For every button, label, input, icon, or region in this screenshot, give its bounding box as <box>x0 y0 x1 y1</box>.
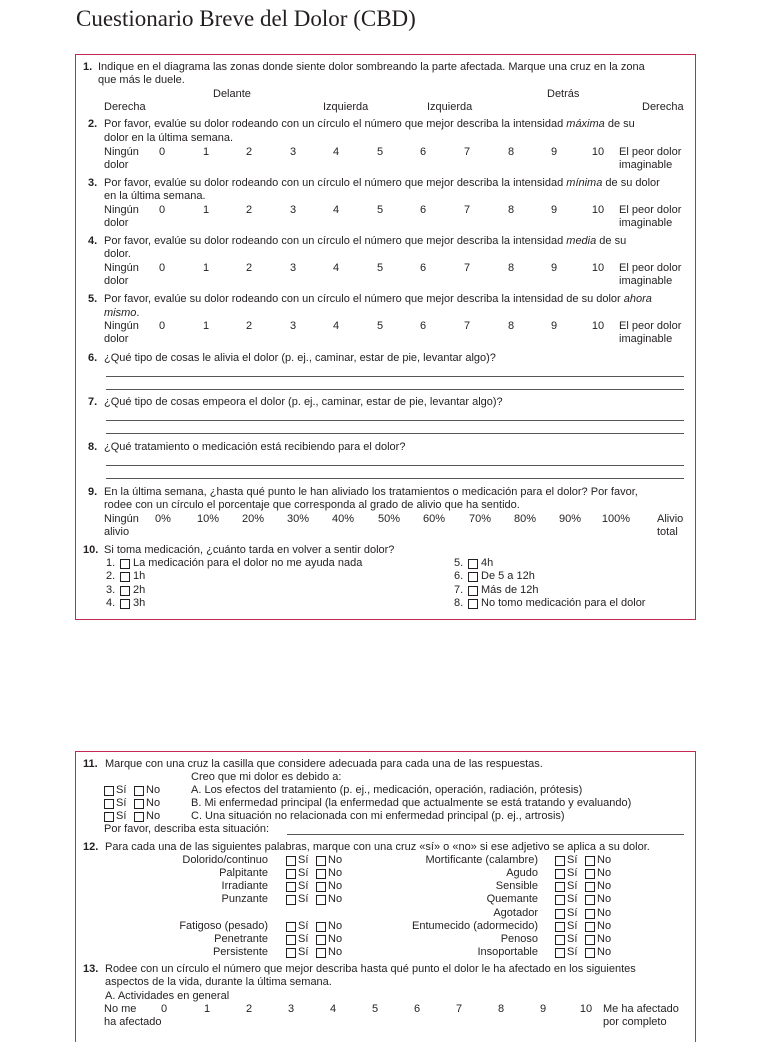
q10-option-8-number: 8. <box>454 597 464 609</box>
q12-left-0-si-label: Sí <box>298 854 309 866</box>
q2-scale-6: 6 <box>419 146 427 158</box>
q2-text2: dolor en la última semana. <box>104 132 234 144</box>
q3-scale-right: El peor dolor <box>619 204 682 216</box>
q12-left-2-si-checkbox[interactable] <box>286 882 296 892</box>
q9-percent-7: 70% <box>468 513 492 525</box>
q4-scale-0: 0 <box>158 262 166 274</box>
q12-right-0-si-checkbox[interactable] <box>555 856 565 866</box>
q12-right-2-si-checkbox[interactable] <box>555 882 565 892</box>
q5-text2-part: mismo <box>104 307 137 319</box>
q12-left-word-1: Palpitante <box>219 867 268 879</box>
q3-scale-4: 4 <box>332 204 340 216</box>
q11-item-0-text: A. Los efectos del tratamiento (p. ej., medicación, operación, radiación, prótesis) <box>191 784 583 796</box>
q13-scale-8: 8 <box>497 1003 505 1015</box>
q4-scale-right: El peor dolor <box>619 262 682 274</box>
q10-option-1-number: 1. <box>106 557 116 569</box>
q9-percent-0: 0% <box>155 513 171 525</box>
q7-answer-line-1[interactable] <box>106 420 684 421</box>
q13-scale-right: Me ha afectado <box>603 1003 679 1015</box>
q12-left-word-2: Irradiante <box>221 880 268 892</box>
q12-left-6-no-checkbox[interactable] <box>316 948 326 958</box>
q12-right-word-4: Agotador <box>493 907 538 919</box>
q5-text-part: ahora <box>623 293 652 305</box>
q12-right-6-no-checkbox[interactable] <box>585 935 595 945</box>
q1-front-label: Delante <box>213 88 251 100</box>
q2-scale-9: 9 <box>550 146 558 158</box>
q12-left-5-si-label: Sí <box>298 933 309 945</box>
q12-left-1-si-checkbox[interactable] <box>286 869 296 879</box>
q13-scale-1: 1 <box>203 1003 211 1015</box>
q10-option-2-number: 2. <box>106 570 116 582</box>
q13-scale-6: 6 <box>413 1003 421 1015</box>
q11-intro: Creo que mi dolor es debido a: <box>191 771 342 783</box>
q3-scale-5: 5 <box>376 204 384 216</box>
q11-number: 11. <box>83 758 98 770</box>
q12-right-7-no-label: No <box>597 946 612 958</box>
q6-answer-line-2[interactable] <box>106 389 684 390</box>
q9-percent-2: 20% <box>241 513 265 525</box>
q4-scale-6: 6 <box>419 262 427 274</box>
q5-scale-2: 2 <box>245 320 253 332</box>
q5-scale-9: 9 <box>550 320 558 332</box>
q12-left-0-si-checkbox[interactable] <box>286 856 296 866</box>
q11-item-2-text: C. Una situación no relacionada con mi enfermedad principal (p. ej., artrosis) <box>191 810 565 822</box>
q7-number: 7. <box>88 396 98 408</box>
q12-text: Para cada una de las siguientes palabras, marque con una cruz «sí» o «no» si ese adjetivo se aplica a su dolor. <box>105 841 650 853</box>
q11-item-1-si-label: Sí <box>116 797 127 809</box>
q12-left-2-no-label: No <box>328 880 343 892</box>
q4-text-part: media <box>566 235 597 247</box>
q12-left-1-no-label: No <box>328 867 343 879</box>
q11-item-1-no-checkbox[interactable] <box>134 799 144 809</box>
q3-scale-6: 6 <box>419 204 427 216</box>
q4-scale-9: 9 <box>550 262 558 274</box>
q1-back-label: Detrás <box>547 88 580 100</box>
q2-scale-10: 10 <box>591 146 605 158</box>
q12-left-3-no-checkbox[interactable] <box>316 895 326 905</box>
q12-right-4-no-label: No <box>597 907 612 919</box>
q1-right-label-2: Derecha <box>642 101 684 113</box>
q12-right-word-5: Entumecido (adormecido) <box>412 920 538 932</box>
q12-left-word-6: Persistente <box>212 946 268 958</box>
q12-right-0-no-label: No <box>597 854 612 866</box>
q11-item-0-si-label: Sí <box>116 784 127 796</box>
q1-text: Indique en el diagrama las zonas donde siente dolor sombreando la parte afectada. Marque una cruz en la zona <box>98 61 645 73</box>
q10-option-4-number: 4. <box>106 597 116 609</box>
q12-right-0-no-checkbox[interactable] <box>585 856 595 866</box>
q5-scale-right: El peor dolor <box>619 320 682 332</box>
q10-option-2-label: 1h <box>133 570 146 582</box>
q12-right-0-si-label: Sí <box>567 854 578 866</box>
q10-option-7-checkbox[interactable] <box>468 586 478 596</box>
q4-scale-4: 4 <box>332 262 340 274</box>
q11-describe-label: Por favor, describa esta situación: <box>104 823 270 835</box>
q10-option-1-checkbox[interactable] <box>120 559 130 569</box>
q5-text <box>104 293 652 306</box>
q5-text-part: Por favor, evalúe su dolor rodeando con un círculo el número que mejor describa la intensidad de su dolor <box>104 293 624 305</box>
q3-scale-1: 1 <box>202 204 210 216</box>
q3-scale-3: 3 <box>289 204 297 216</box>
q4-scale-7: 7 <box>463 262 471 274</box>
q3-scale-9: 9 <box>550 204 558 216</box>
q5-scale-left: Ningún <box>104 320 139 332</box>
q5-scale-left2: dolor <box>104 333 129 345</box>
q3-scale-2: 2 <box>245 204 253 216</box>
q11-describe-line[interactable] <box>287 834 684 835</box>
q11-item-2-no-checkbox[interactable] <box>134 812 144 822</box>
q12-left-2-no-checkbox[interactable] <box>316 882 326 892</box>
q1-number: 1. <box>83 61 93 73</box>
q12-right-word-3: Quemante <box>486 893 538 905</box>
q12-right-3-si-checkbox[interactable] <box>555 895 565 905</box>
q12-left-4-si-label: Sí <box>298 920 309 932</box>
q11-item-2-si-checkbox[interactable] <box>104 812 114 822</box>
q10-option-5-checkbox[interactable] <box>468 559 478 569</box>
q12-left-6-no-label: No <box>328 946 343 958</box>
q3-scale-right2: imaginable <box>619 217 673 229</box>
q2-text-part: Por favor, evalúe su dolor rodeando con un círculo el número que mejor describa la intensidad <box>104 118 567 130</box>
q12-right-2-si-label: Sí <box>567 880 578 892</box>
q13-scale-7: 7 <box>455 1003 463 1015</box>
q12-left-6-si-label: Sí <box>298 946 309 958</box>
q10-option-8-checkbox[interactable] <box>468 599 478 609</box>
q12-right-word-2: Sensible <box>495 880 538 892</box>
q10-option-6-number: 6. <box>454 570 464 582</box>
q2-scale-7: 7 <box>463 146 471 158</box>
q3-scale-8: 8 <box>507 204 515 216</box>
q5-scale-1: 1 <box>202 320 210 332</box>
q4-scale-left: Ningún <box>104 262 139 274</box>
q2-text <box>104 118 635 131</box>
q12-right-word-0: Mortificante (calambre) <box>425 854 538 866</box>
q13-scale-4: 4 <box>329 1003 337 1015</box>
q12-left-3-si-label: Sí <box>298 893 309 905</box>
q5-text2-part: . <box>136 307 140 319</box>
q12-left-4-si-checkbox[interactable] <box>286 922 296 932</box>
q9-scale-left: Ningún <box>104 513 139 525</box>
q5-scale-right2: imaginable <box>619 333 673 345</box>
q5-number: 5. <box>88 293 98 305</box>
q2-scale-2: 2 <box>245 146 253 158</box>
q4-scale-10: 10 <box>591 262 605 274</box>
q2-scale-4: 4 <box>332 146 340 158</box>
q4-text-part: de su <box>596 235 627 247</box>
q12-right-word-6: Penoso <box>500 933 538 945</box>
q4-text-part: Por favor, evalúe su dolor rodeando con un círculo el número que mejor describa la intensidad <box>104 235 567 247</box>
q13-scale-10: 10 <box>579 1003 593 1015</box>
q2-scale-right2: imaginable <box>619 159 673 171</box>
q1-right-label: Derecha <box>104 101 146 113</box>
q5-scale-10: 10 <box>591 320 605 332</box>
q2-scale-8: 8 <box>507 146 515 158</box>
q2-scale-3: 3 <box>289 146 297 158</box>
q12-left-word-5: Penetrante <box>214 933 268 945</box>
q5-scale-5: 5 <box>376 320 384 332</box>
q12-right-7-si-label: Sí <box>567 946 578 958</box>
q12-right-4-si-label: Sí <box>567 907 578 919</box>
q12-right-6-no-label: No <box>597 933 612 945</box>
q12-right-word-1: Agudo <box>506 867 538 879</box>
q12-right-6-si-checkbox[interactable] <box>555 935 565 945</box>
q8-text: ¿Qué tratamiento o medicación está recibiendo para el dolor? <box>104 441 406 453</box>
q10-option-5-label: 4h <box>481 557 494 569</box>
q11-item-2-no-label: No <box>146 810 161 822</box>
q3-number: 3. <box>88 177 98 189</box>
q3-text-part: mínima <box>566 177 603 189</box>
q9-percent-8: 80% <box>513 513 537 525</box>
q12-left-0-no-label: No <box>328 854 343 866</box>
q12-right-3-si-label: Sí <box>567 893 578 905</box>
q13-scale-left: No me <box>104 1003 137 1015</box>
q10-option-5-number: 5. <box>454 557 464 569</box>
q5-scale-0: 0 <box>158 320 166 332</box>
q12-right-6-si-label: Sí <box>567 933 578 945</box>
q12-right-7-si-checkbox[interactable] <box>555 948 565 958</box>
q5-text2 <box>104 307 139 320</box>
q9-number: 9. <box>88 486 98 498</box>
q10-option-3-label: 2h <box>133 584 146 596</box>
q6-number: 6. <box>88 352 98 364</box>
q2-scale-1: 1 <box>202 146 210 158</box>
q12-left-word-4: Fatigoso (pesado) <box>179 920 268 932</box>
q12-right-3-no-checkbox[interactable] <box>585 895 595 905</box>
q13-number: 13. <box>83 963 99 975</box>
q3-scale-left: Ningún <box>104 204 139 216</box>
q8-answer-line-1[interactable] <box>106 465 684 466</box>
q12-right-3-no-label: No <box>597 893 612 905</box>
q11-item-0-no-checkbox[interactable] <box>134 786 144 796</box>
q12-right-5-si-checkbox[interactable] <box>555 922 565 932</box>
q12-right-5-no-label: No <box>597 920 612 932</box>
q6-answer-line-1[interactable] <box>106 376 684 377</box>
q2-number: 2. <box>88 118 98 130</box>
q13-scale-3: 3 <box>287 1003 295 1015</box>
q10-option-6-label: De 5 a 12h <box>481 570 535 582</box>
q12-right-5-si-label: Sí <box>567 920 578 932</box>
q13-scale-5: 5 <box>371 1003 379 1015</box>
q6-text: ¿Qué tipo de cosas le alivia el dolor (p. ej., caminar, estar de pie, levantar algo)? <box>104 352 496 364</box>
q11-item-1-no-label: No <box>146 797 161 809</box>
q13-scale-left2: ha afectado <box>104 1016 162 1028</box>
q3-text-part: Por favor, evalúe su dolor rodeando con un círculo el número que mejor describa la intensidad <box>104 177 567 189</box>
q2-scale-left2: dolor <box>104 159 129 171</box>
q12-left-2-si-label: Sí <box>298 880 309 892</box>
q13-sub-a: A. Actividades en general <box>105 990 230 1002</box>
q13-scale-right2: por completo <box>603 1016 667 1028</box>
q9-percent-5: 50% <box>377 513 401 525</box>
q12-right-1-no-checkbox[interactable] <box>585 869 595 879</box>
q3-text2: en la última semana. <box>104 190 206 202</box>
q9-percent-9: 90% <box>558 513 582 525</box>
q10-option-1-label: La medicación para el dolor no me ayuda nada <box>133 557 363 569</box>
q3-text-part: de su dolor <box>602 177 660 189</box>
q2-text-part: de su <box>604 118 635 130</box>
q9-percent-3: 30% <box>286 513 310 525</box>
q12-left-5-no-label: No <box>328 933 343 945</box>
q10-option-4-checkbox[interactable] <box>120 599 130 609</box>
q9-scale-right: Alivio <box>657 513 684 525</box>
q2-scale-5: 5 <box>376 146 384 158</box>
q10-text: Si toma medicación, ¿cuánto tarda en volver a sentir dolor? <box>104 544 395 556</box>
q8-answer-line-2[interactable] <box>106 478 684 479</box>
q2-scale-left: Ningún <box>104 146 139 158</box>
q3-scale-10: 10 <box>591 204 605 216</box>
q10-option-4-label: 3h <box>133 597 146 609</box>
page-title: Cuestionario Breve del Dolor (CBD) <box>76 6 416 31</box>
q12-right-4-no-checkbox[interactable] <box>585 909 595 919</box>
q12-left-4-no-label: No <box>328 920 343 932</box>
q1-text2: que más le duele. <box>98 74 185 86</box>
q13-text2: aspectos de la vida, durante la última semana. <box>105 976 332 988</box>
q12-right-1-no-label: No <box>597 867 612 879</box>
q12-left-3-si-checkbox[interactable] <box>286 895 296 905</box>
q9-text: En la última semana, ¿hasta qué punto le han aliviado los tratamientos o medicación para el dolor? Por favor, <box>104 486 638 498</box>
q9-percent-1: 10% <box>196 513 220 525</box>
q5-scale-7: 7 <box>463 320 471 332</box>
q12-left-3-no-label: No <box>328 893 343 905</box>
q10-option-2-checkbox[interactable] <box>120 572 130 582</box>
q12-left-word-3: Punzante <box>221 893 268 905</box>
q7-text: ¿Qué tipo de cosas empeora el dolor (p. ej., caminar, estar de pie, levantar algo)? <box>104 396 503 408</box>
q11-item-0-si-checkbox[interactable] <box>104 786 114 796</box>
q12-left-5-no-checkbox[interactable] <box>316 935 326 945</box>
q12-right-1-si-checkbox[interactable] <box>555 869 565 879</box>
q12-left-word-0: Dolorido/continuo <box>182 854 268 866</box>
q9-text2: rodee con un círculo el porcentaje que corresponda al grado de alivio que ha sentido. <box>104 499 520 511</box>
q5-scale-8: 8 <box>507 320 515 332</box>
q12-left-5-si-checkbox[interactable] <box>286 935 296 945</box>
q11-item-2-si-label: Sí <box>116 810 127 822</box>
q10-number: 10. <box>83 544 99 556</box>
q1-left-label-2: Izquierda <box>427 101 473 113</box>
q12-right-word-7: Insoportable <box>477 946 538 958</box>
q12-right-5-no-checkbox[interactable] <box>585 922 595 932</box>
q12-right-1-si-label: Sí <box>567 867 578 879</box>
q12-right-2-no-label: No <box>597 880 612 892</box>
q9-scale-right2: total <box>657 526 678 538</box>
q12-left-1-no-checkbox[interactable] <box>316 869 326 879</box>
q11-item-1-si-checkbox[interactable] <box>104 799 114 809</box>
q13-scale-0: 0 <box>160 1003 168 1015</box>
q10-option-7-number: 7. <box>454 584 464 596</box>
q10-option-8-label: No tomo medicación para el dolor <box>481 597 646 609</box>
q10-option-3-checkbox[interactable] <box>120 586 130 596</box>
q4-scale-1: 1 <box>202 262 210 274</box>
q2-scale-0: 0 <box>158 146 166 158</box>
q8-number: 8. <box>88 441 98 453</box>
q4-scale-5: 5 <box>376 262 384 274</box>
q9-scale-left2: alivio <box>104 526 130 538</box>
q12-number: 12. <box>83 841 99 853</box>
q3-text <box>104 177 660 190</box>
q4-text <box>104 235 626 248</box>
q7-answer-line-2[interactable] <box>106 433 684 434</box>
q13-scale-9: 9 <box>539 1003 547 1015</box>
q12-left-0-no-checkbox[interactable] <box>316 856 326 866</box>
q11-text: Marque con una cruz la casilla que considere adecuada para cada una de las respuestas. <box>105 758 543 770</box>
q4-number: 4. <box>88 235 98 247</box>
q10-option-3-number: 3. <box>106 584 116 596</box>
q5-scale-4: 4 <box>332 320 340 332</box>
q13-scale-2: 2 <box>245 1003 253 1015</box>
q3-scale-left2: dolor <box>104 217 129 229</box>
q12-left-6-si-checkbox[interactable] <box>286 948 296 958</box>
q11-item-0-no-label: No <box>146 784 161 796</box>
q5-scale-3: 3 <box>289 320 297 332</box>
q4-scale-right2: imaginable <box>619 275 673 287</box>
q9-percent-6: 60% <box>422 513 446 525</box>
q10-option-7-label: Más de 12h <box>481 584 539 596</box>
q12-left-1-si-label: Sí <box>298 867 309 879</box>
q12-right-4-si-checkbox[interactable] <box>555 909 565 919</box>
q12-left-4-no-checkbox[interactable] <box>316 922 326 932</box>
q9-percent-4: 40% <box>331 513 355 525</box>
q9-percent-10: 100% <box>601 513 631 525</box>
q4-scale-left2: dolor <box>104 275 129 287</box>
q10-option-6-checkbox[interactable] <box>468 572 478 582</box>
q4-scale-2: 2 <box>245 262 253 274</box>
q13-text: Rodee con un círculo el número que mejor describa hasta qué punto el dolor le ha afectado en los siguientes <box>105 963 636 975</box>
q1-left-label: Izquierda <box>323 101 369 113</box>
q4-scale-3: 3 <box>289 262 297 274</box>
q4-text2: dolor. <box>104 248 131 260</box>
q11-item-1-text: B. Mi enfermedad principal (la enfermedad que actualmente se está tratando y evaluando) <box>191 797 632 809</box>
q2-text-part: máxima <box>566 118 605 130</box>
q2-scale-right: El peor dolor <box>619 146 682 158</box>
q12-right-2-no-checkbox[interactable] <box>585 882 595 892</box>
q4-scale-8: 8 <box>507 262 515 274</box>
q12-right-7-no-checkbox[interactable] <box>585 948 595 958</box>
q3-scale-7: 7 <box>463 204 471 216</box>
q3-scale-0: 0 <box>158 204 166 216</box>
q5-scale-6: 6 <box>419 320 427 332</box>
